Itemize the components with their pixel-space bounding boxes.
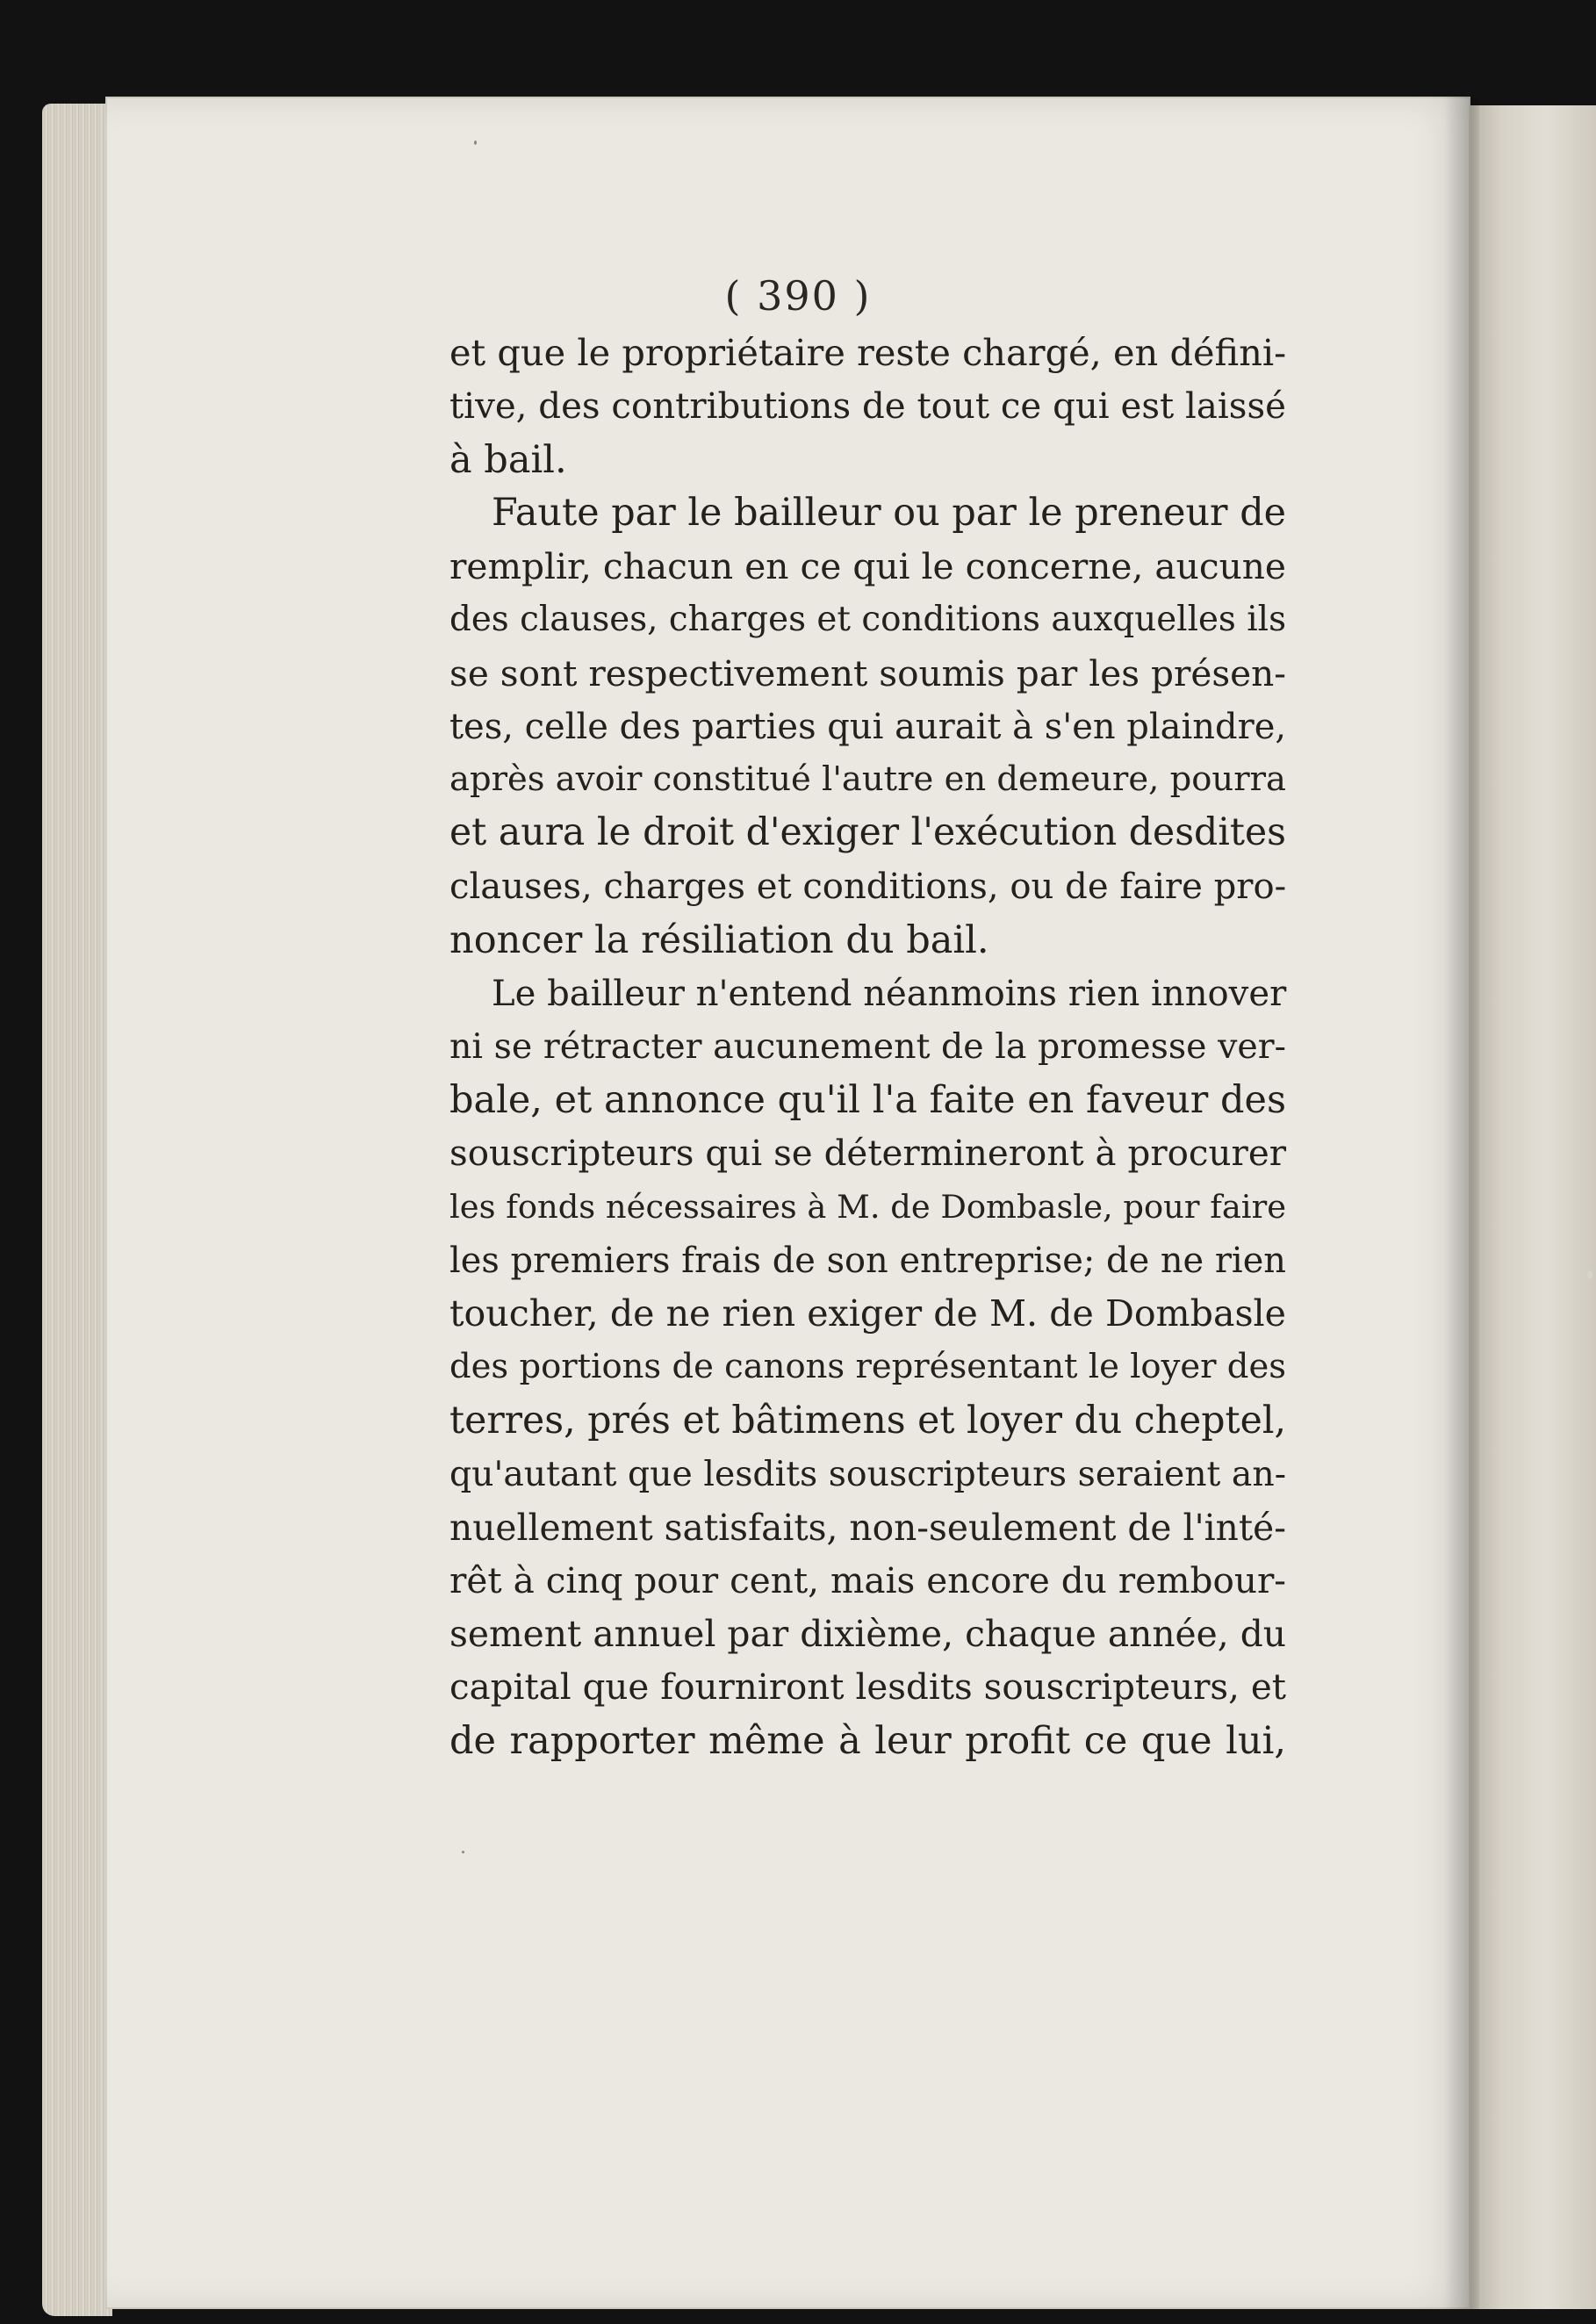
paragraph-3 xyxy=(449,968,1286,1768)
text-line: et aura le droit d'exiger l'exécution desdites xyxy=(449,811,1286,855)
text-line: et que le propriétaire reste chargé, en défini- xyxy=(449,331,1287,374)
book-page-edges xyxy=(42,104,112,2316)
text-line: toucher, de ne rien exiger de M. de Dombasle xyxy=(449,1292,1286,1335)
text-line: remplir, chacun en ce qui le concerne, aucune xyxy=(449,545,1286,588)
paper-speck xyxy=(462,1851,464,1853)
text-line: ni se rétracter aucunement de la promesse ver- xyxy=(449,1026,1286,1068)
text-line: clauses, charges et conditions, ou de faire pro- xyxy=(449,866,1287,907)
text-line: sement annuel par dixième, chaque année, du xyxy=(449,1613,1286,1656)
text-line: souscripteurs qui se détermineront à procurer xyxy=(449,1132,1286,1174)
text-line: à bail. xyxy=(449,437,567,482)
text-line: capital que fourniront lesdits souscripteurs, et xyxy=(449,1666,1286,1708)
paper-speck xyxy=(1587,1270,1592,1279)
page-number: ( 390 ) xyxy=(724,272,872,320)
paragraph-1 xyxy=(449,327,1286,486)
text-line: bale, et annonce qu'il l'a faite en faveur des xyxy=(449,1078,1286,1123)
paper-speck xyxy=(474,140,477,145)
text-line: après avoir constitué l'autre en demeure, pourra xyxy=(449,759,1286,800)
text-line: des portions de canons représentant le loyer des xyxy=(449,1347,1286,1387)
book-gutter-shadow xyxy=(1444,97,1479,2309)
text-line: se sont respectivement soumis par les présen- xyxy=(449,651,1286,694)
text-line: noncer la résiliation du bail. xyxy=(449,917,989,962)
text-line: qu'autant que lesdits souscripteurs seraient an- xyxy=(449,1453,1286,1494)
text-line: terres, prés et bâtimens et loyer du cheptel, xyxy=(449,1398,1286,1443)
paragraph-2 xyxy=(449,486,1286,967)
text-line: tes, celle des parties qui aurait à s'en plaindre, xyxy=(449,706,1287,747)
text-line: Faute par le bailleur ou par le preneur de xyxy=(492,491,1286,536)
text-line: les premiers frais de son entreprise; de ne rien xyxy=(449,1240,1286,1281)
text-line: nuellement satisfaits, non-seulement de l'inté- xyxy=(449,1506,1286,1549)
page-text xyxy=(449,327,1286,1768)
text-line: tive, des contributions de tout ce qui est laissé xyxy=(449,385,1286,427)
facing-page-edge xyxy=(1470,105,1596,2309)
text-line: Le bailleur n'entend néanmoins rien innover xyxy=(492,973,1287,1014)
text-line: les fonds nécessaires à M. de Dombasle, pour faire xyxy=(449,1187,1286,1226)
text-line: rêt à cinq pour cent, mais encore du rembour- xyxy=(449,1559,1286,1602)
text-line: des clauses, charges et conditions auxquelles ils xyxy=(449,599,1286,639)
text-line: de rapporter même à leur profit ce que lui, xyxy=(449,1718,1286,1763)
